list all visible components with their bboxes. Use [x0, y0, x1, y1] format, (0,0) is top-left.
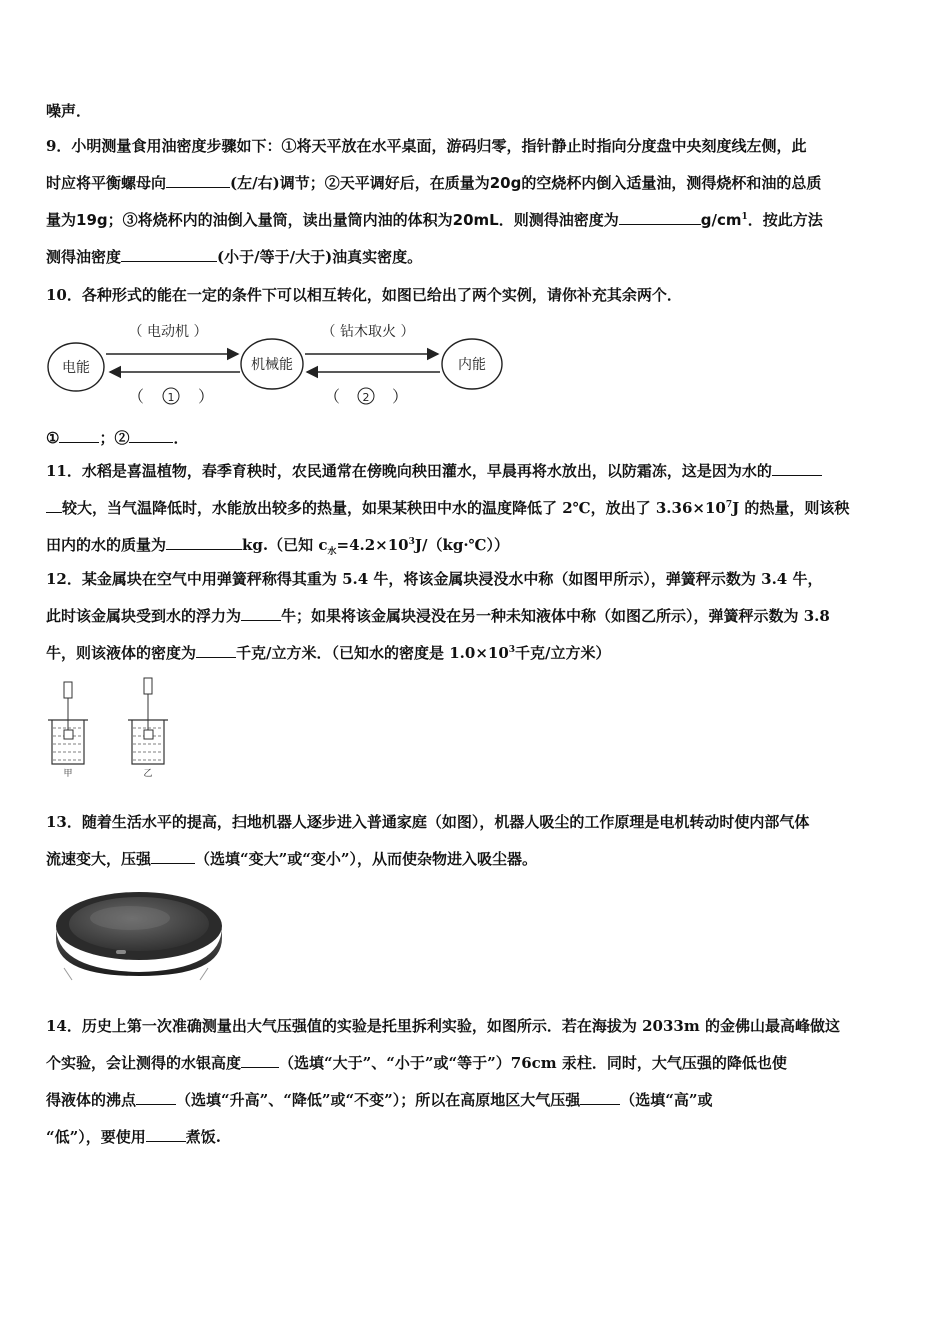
- q9-text: ．按此方法: [747, 211, 823, 229]
- q10-answer-line: [46, 428, 188, 448]
- q14-blank-boiling[interactable]: [136, 1090, 176, 1105]
- node-mechanical-energy-label: 机械能: [251, 357, 293, 373]
- q12-text: 此时该金属块受到水的浮力为: [46, 607, 242, 625]
- robot-vacuum-image: [50, 888, 228, 982]
- q12-text: 千克/立方米）: [515, 644, 611, 662]
- q9-unit: g/cm: [700, 211, 742, 229]
- q12-text: 牛；如果将该金属块浸没在另一种未知液体中称（如图乙所示），弹簧秤示数为 3.8: [281, 607, 830, 625]
- q11-sub-water: 水: [327, 547, 337, 557]
- q9-text: 量为: [46, 211, 77, 229]
- q9-line-1: 9．小明测量食用油密度步骤如下：①将天平放在水平桌面，游码归零，指针静止时指向分度盘中央刻度线左侧，此: [46, 137, 807, 155]
- q9-line-2: [46, 173, 821, 193]
- q11-line-2: [46, 498, 849, 518]
- q14-text: 个实验，会让测得的水银高度: [46, 1054, 242, 1072]
- q10-stem: 10．各种形式的能在一定的条件下可以相互转化，如图已给出了两个实例，请你补充其余两个．: [46, 286, 682, 304]
- q12-blank-density[interactable]: [196, 643, 236, 658]
- q13-text: 流速变大，压强: [46, 850, 152, 868]
- q11-text: 田内的水的质量为: [46, 536, 167, 554]
- q11-blank-specific-heat-a[interactable]: [772, 461, 822, 476]
- q9-line-3: [46, 210, 823, 230]
- q10-answer-a: ①: [46, 429, 60, 447]
- q14-text: （选填“升高”、“降低”或“不变”）；所以在高原地区大气压强: [176, 1091, 581, 1109]
- q9-text: ．则测得油密度为: [498, 211, 619, 229]
- figure-b-label: 乙: [143, 769, 153, 778]
- q9-blank-compare[interactable]: [121, 247, 217, 262]
- q11-text: 较大，当气温降低时，水能放出较多的热量，如果某秧田中水的温度降低了 2℃，放出了 3.36×10: [62, 499, 726, 517]
- q9-text: 时应将平衡螺母向: [46, 174, 167, 192]
- q10-answer-sep: ；②: [99, 429, 130, 447]
- q14-text: （选填“大于”、“小于”或“等于”）76cm 汞柱．同时，大气压强的降低也使: [279, 1054, 787, 1072]
- q9-mass-cup: 20g: [489, 174, 522, 192]
- q10-blank-1[interactable]: [59, 428, 99, 443]
- label-motor: （ 电动机 ）: [128, 324, 208, 340]
- q14-blank-pressure[interactable]: [580, 1090, 620, 1105]
- q14-blank-cooker[interactable]: [146, 1127, 186, 1142]
- q14-line-1: 14．历史上第一次准确测量出大气压强值的实验是托里拆利实验，如图所示．若在海拔为 2033m 的金佛山最高峰做这: [46, 1017, 840, 1035]
- q9-line-4: [46, 247, 422, 267]
- label-blank2-close: ）: [391, 387, 409, 406]
- q11-text: J/（kg·℃））: [414, 536, 510, 554]
- label-blank2-open: （: [323, 387, 341, 406]
- q9-text: (小于/等于/大于)油真实密度。: [217, 248, 423, 266]
- node-electric-energy-label: 电能: [62, 360, 90, 376]
- q13-blank-pressure[interactable]: [151, 849, 195, 864]
- q11-exp-7: 7: [725, 500, 733, 510]
- label-blank2-num: 2: [362, 391, 370, 404]
- q9-blank-direction[interactable]: [166, 173, 230, 188]
- figure-a-label: 甲: [63, 769, 73, 778]
- q14-line-3: [46, 1090, 713, 1110]
- q8-tail: 噪声．: [46, 102, 92, 120]
- q14-line-2: [46, 1053, 787, 1073]
- energy-conversion-diagram: [44, 312, 514, 418]
- q13-text: （选填“变大”或“变小”），从而使杂物进入吸尘器。: [195, 850, 538, 868]
- node-internal-energy-label: 内能: [458, 357, 486, 373]
- q9-text: 测得油密度: [46, 248, 122, 266]
- q14-text: 煮饭.: [185, 1128, 221, 1146]
- figure-b-beaker: [128, 678, 168, 764]
- q11-line-3: [46, 535, 509, 555]
- q12-line-2: [46, 606, 830, 626]
- label-drill-wood: （ 钻木取火 ）: [321, 324, 415, 340]
- q11-text: J 的热量，则该秧: [732, 499, 850, 517]
- q11-blank-specific-heat-b[interactable]: [46, 498, 62, 513]
- q13-line-1: 13．随着生活水平的提高，扫地机器人逐步进入普通家庭（如图），机器人吸尘的工作原理是电机转动时使内部气体: [46, 813, 810, 831]
- q11-blank-mass[interactable]: [166, 535, 242, 550]
- q14-text: “低”），要使用: [46, 1128, 146, 1146]
- q12-exp-3: 3: [508, 645, 516, 655]
- q12-line-1: 12．某金属块在空气中用弹簧秤称得其重为 5.4 牛，将该金属块浸没水中称（如图甲所示），弹簧秤示数为 3.4 牛，: [46, 570, 823, 588]
- q9-blank-density[interactable]: [619, 210, 701, 225]
- q13-line-2: [46, 849, 537, 869]
- q14-text: （选填“高”或: [620, 1091, 713, 1109]
- q12-blank-buoyancy[interactable]: [241, 606, 281, 621]
- q11-line-1: [46, 461, 822, 481]
- q9-text: (左/右)调节；②天平调好后，在质量为: [230, 174, 490, 192]
- q9-text: 的空烧杯内倒入适量油，测得烧杯和油的总质: [521, 174, 822, 192]
- q12-text: 千克/立方米．（已知水的密度是 1.0×10: [236, 644, 509, 662]
- spring-scale-figure: [44, 676, 194, 778]
- q14-text: 得液体的沸点: [46, 1091, 137, 1109]
- label-blank1-num: 1: [167, 391, 175, 404]
- q11-text: 11．水稻是喜温植物，春季育秧时，农民通常在傍晚向秧田灌水，早晨再将水放出，以防霜冻，这是因为水的: [46, 462, 772, 480]
- q10-blank-2[interactable]: [129, 428, 173, 443]
- q11-text: =4.2×10: [336, 536, 409, 554]
- figure-a-beaker: [48, 682, 88, 764]
- q9-volume: 20mL: [452, 211, 499, 229]
- q9-mass-total: 19g: [76, 211, 108, 229]
- q11-text: kg.（已知 c: [242, 536, 328, 554]
- q12-line-3: [46, 643, 611, 663]
- q12-text: 牛，则该液体的密度为: [46, 644, 197, 662]
- q10-answer-end: ．: [173, 429, 189, 447]
- label-blank1-close: ）: [197, 387, 215, 406]
- q9-text: ；③将烧杯内的油倒入量筒，读出量筒内油的体积为: [107, 211, 453, 229]
- q9-unit-exp: 1: [741, 212, 748, 222]
- label-blank1-open: （: [127, 387, 145, 406]
- q14-line-4: [46, 1127, 221, 1147]
- q14-blank-height[interactable]: [241, 1053, 279, 1068]
- q11-exp-3: 3: [408, 537, 415, 547]
